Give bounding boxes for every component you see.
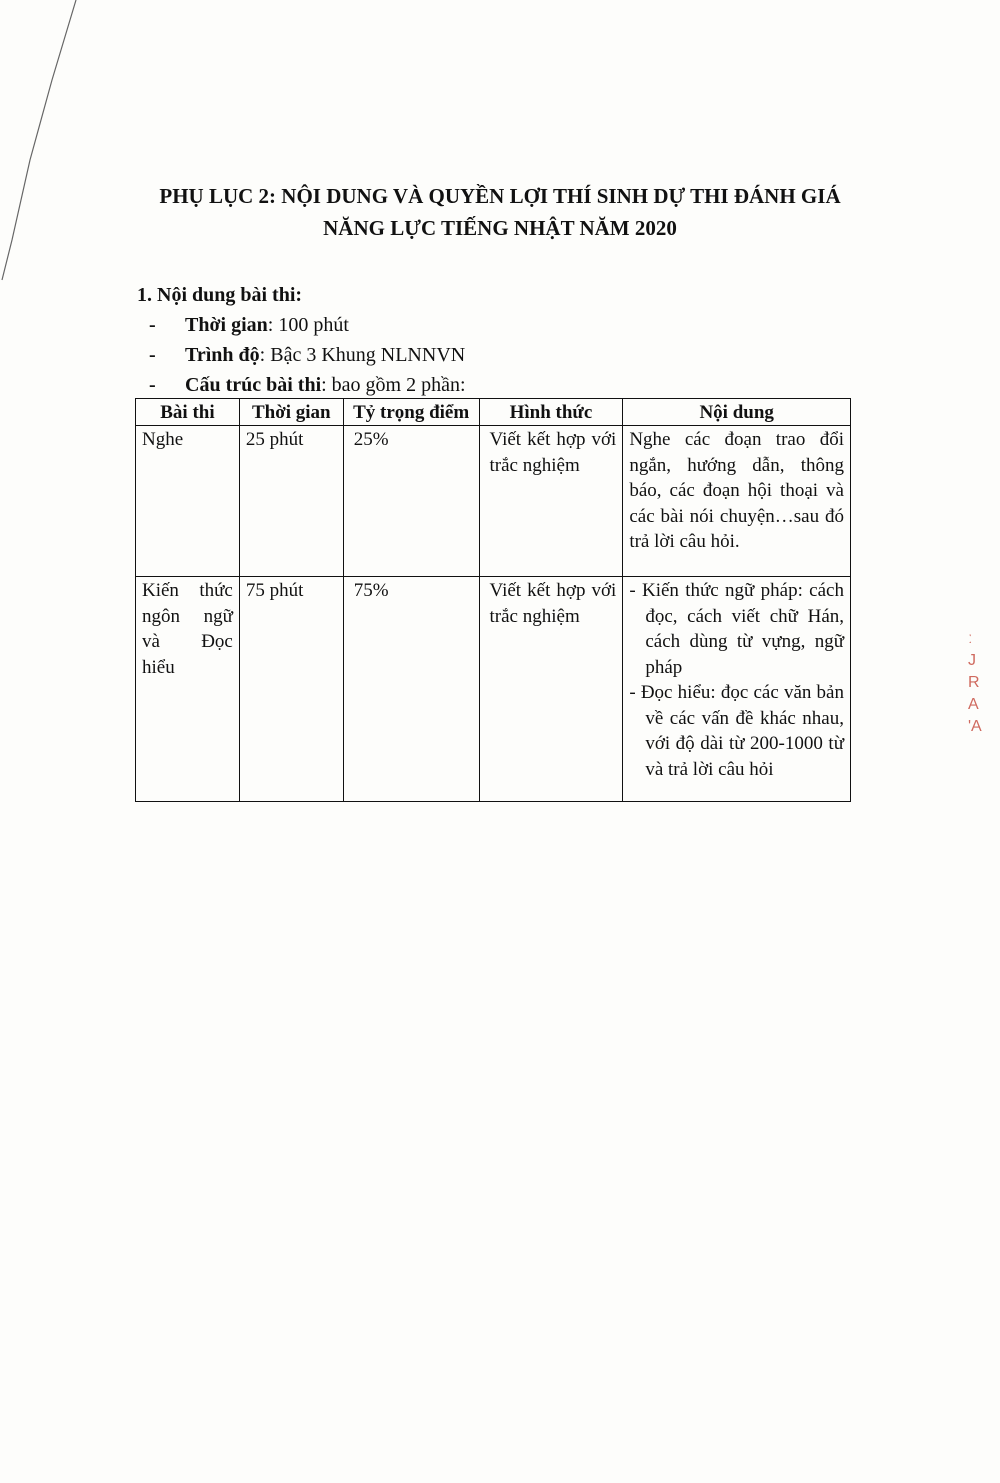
- header-format: Hình thức: [479, 399, 623, 426]
- bullet-dash: -: [149, 374, 156, 396]
- cell-format: Viết kết hợp với trắc nghiệm: [479, 577, 623, 802]
- cell-exam: Kiến thức ngôn ngữ và Đọc hiểu: [136, 577, 240, 802]
- stamp-fragment: A: [968, 696, 979, 713]
- cell-time: 75 phút: [239, 577, 343, 802]
- table-row: [136, 426, 851, 577]
- cell-weight: 75%: [343, 577, 479, 802]
- bullet-label: Thời gian: [185, 314, 268, 336]
- bullet-dash: -: [149, 314, 156, 336]
- red-stamp-fragment: [968, 628, 1000, 818]
- cell-exam: Nghe: [136, 426, 240, 577]
- cell-format: Viết kết hợp với trắc nghiệm: [479, 426, 623, 577]
- cell-weight: 25%: [343, 426, 479, 577]
- header-weight: Tỷ trọng điểm: [343, 399, 479, 426]
- page-title: [0, 180, 1000, 244]
- exam-content-section: [137, 280, 466, 400]
- stamp-fragment: 'A: [968, 718, 982, 735]
- cell-time: 25 phút: [239, 426, 343, 577]
- content-list: [629, 578, 844, 782]
- header-content: Nội dung: [623, 399, 851, 426]
- title-line-1: PHỤ LỤC 2: NỘI DUNG VÀ QUYỀN LỢI THÍ SINH DỰ THI ĐÁNH GIÁ: [159, 184, 841, 208]
- exam-structure-table: [135, 398, 851, 802]
- list-item: - Đọc hiểu: đọc các văn bản về các vấn đề khác nhau, với độ dài từ 200-1000 từ và trả lời câu hỏi: [629, 682, 844, 780]
- header-exam: Bài thi: [136, 399, 240, 426]
- stamp-fragment: R: [968, 674, 980, 691]
- bullet-level: [149, 340, 466, 370]
- stamp-fragment: J: [968, 652, 976, 669]
- bullet-structure: [149, 370, 466, 400]
- stamp-fragment: ː: [968, 630, 973, 647]
- table-row: [136, 577, 851, 802]
- bullet-label: Trình độ: [185, 344, 260, 366]
- title-line-2: NĂNG LỰC TIẾNG NHẬT NĂM 2020: [323, 216, 677, 240]
- list-item: - Kiến thức ngữ pháp: cách đọc, cách viết chữ Hán, cách dùng từ vựng, ngữ pháp: [629, 580, 844, 678]
- bullet-value: : bao gồm 2 phần:: [321, 374, 466, 396]
- bullet-value: : Bậc 3 Khung NLNNVN: [259, 344, 466, 366]
- cell-content: Nghe các đoạn trao đổi ngắn, hướng dẫn, thông báo, các đoạn hội thoại và các bài nói chuyện…sau đó trả lời câu hỏi.: [623, 426, 851, 577]
- bullet-duration: [149, 310, 466, 340]
- section-heading: 1. Nội dung bài thi:: [137, 284, 303, 306]
- bullet-label: Cấu trúc bài thi: [185, 374, 322, 396]
- header-time: Thời gian: [239, 399, 343, 426]
- cell-content: [623, 577, 851, 802]
- bullet-dash: -: [149, 344, 156, 366]
- bullet-value: : 100 phút: [267, 314, 349, 336]
- table-header-row: [136, 399, 851, 426]
